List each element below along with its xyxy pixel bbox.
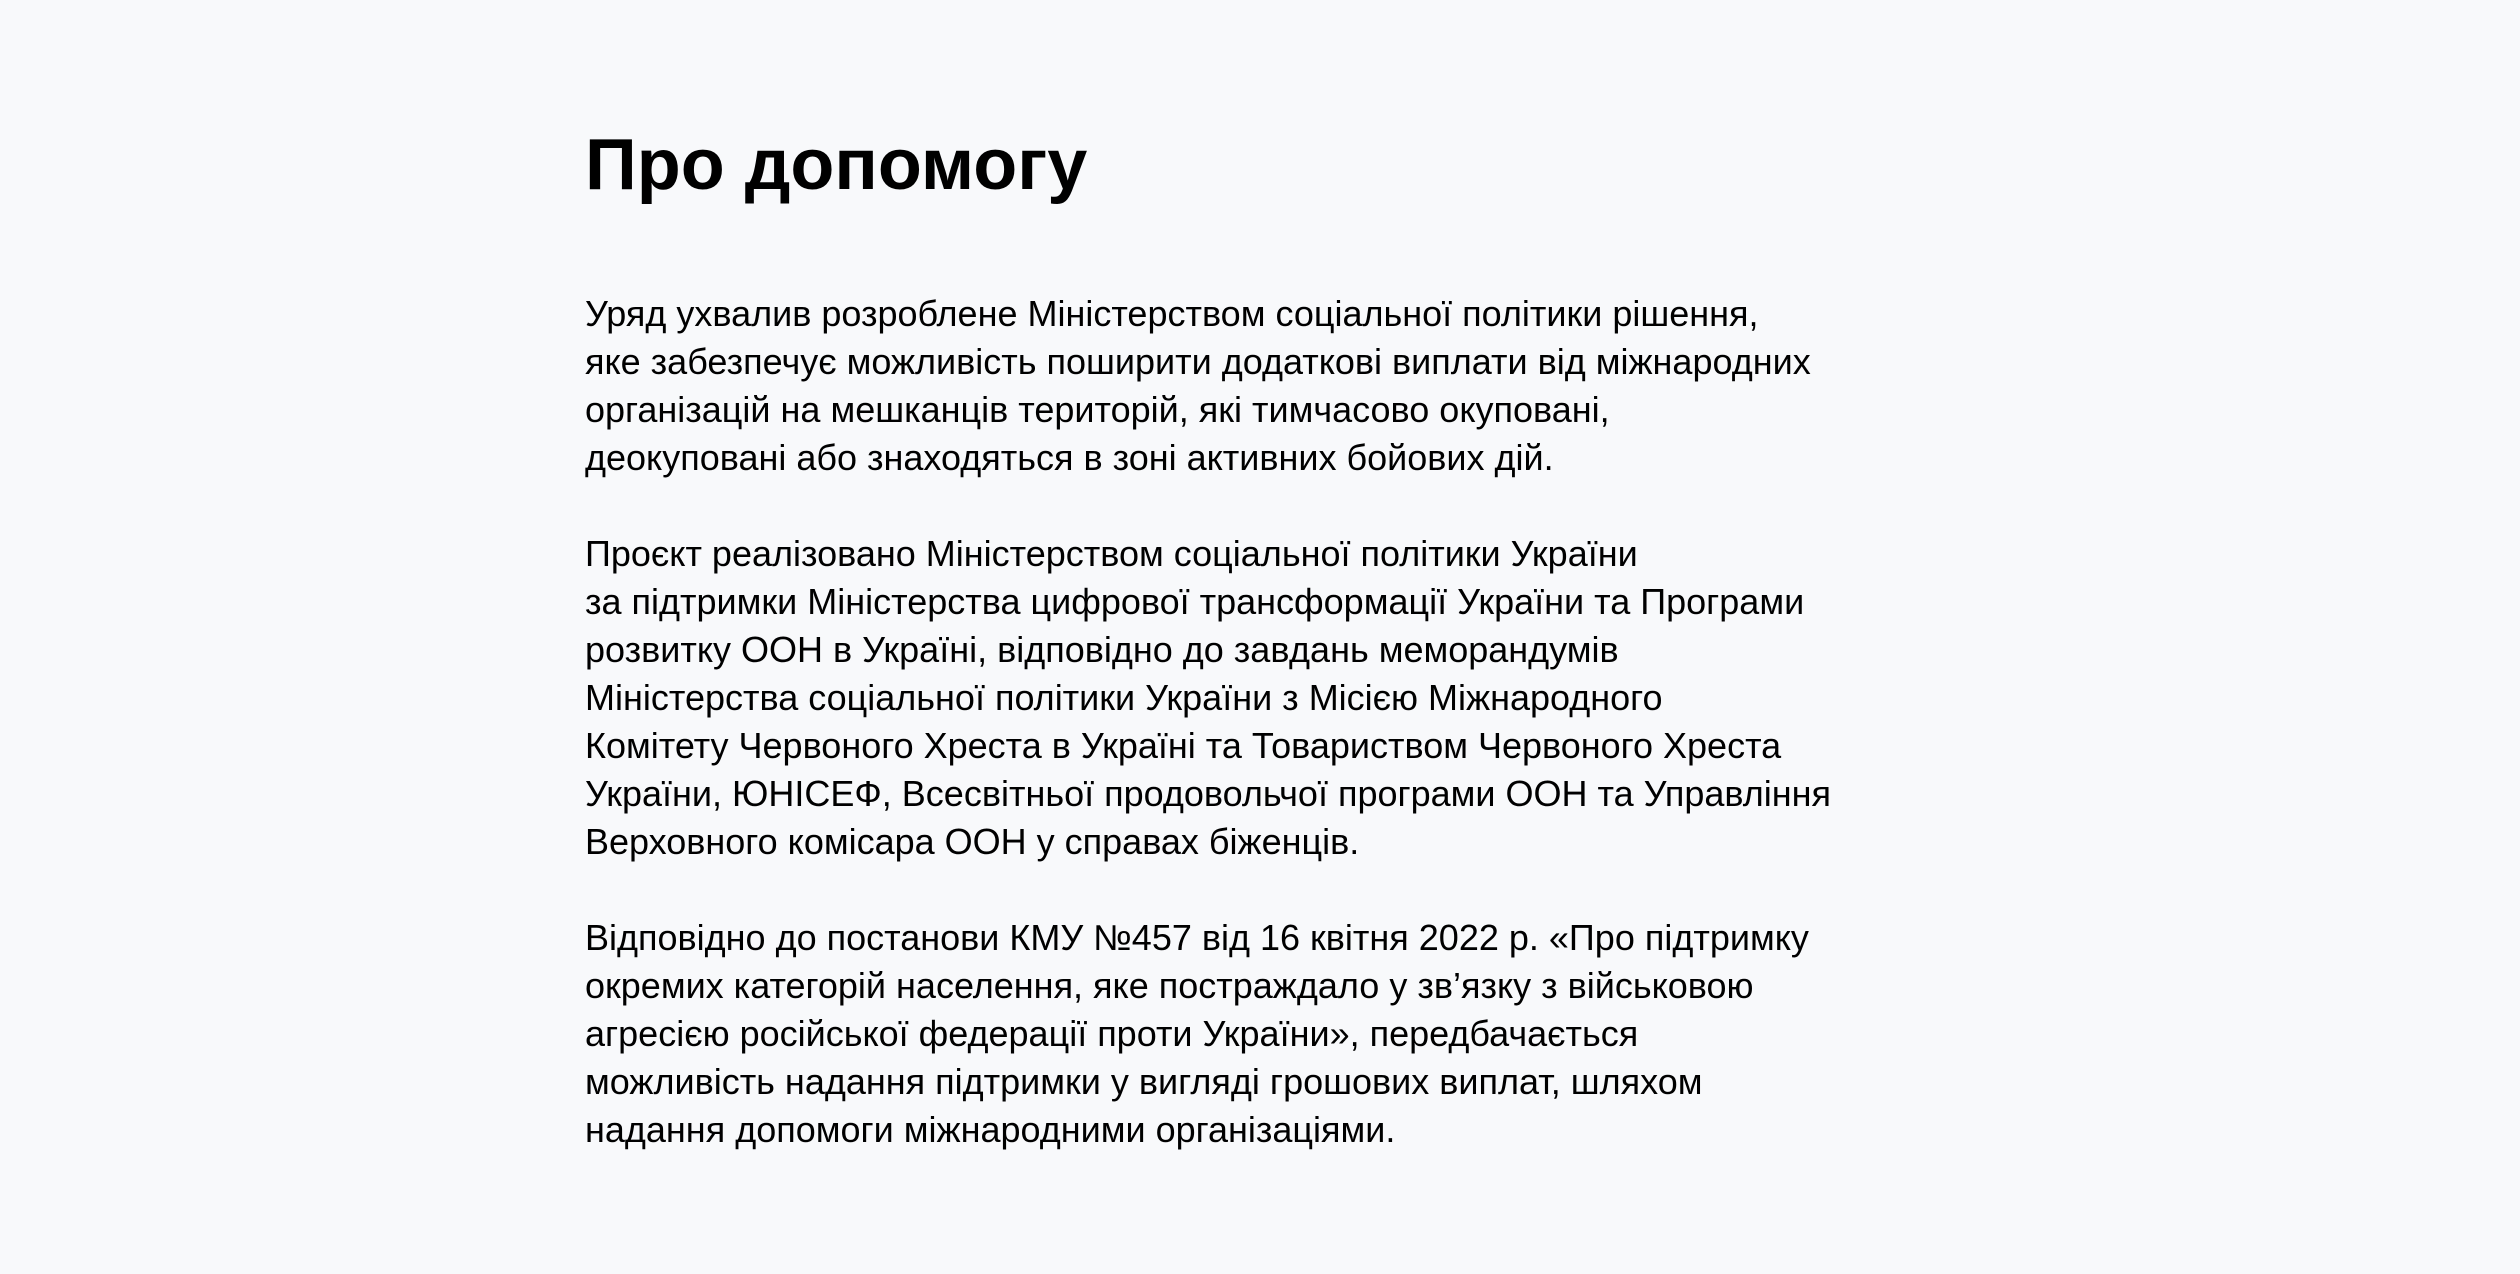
paragraph-line: Відповідно до постанови КМУ №457 від 16 квітня 2022 р. «Про підтримку — [585, 917, 1809, 958]
about-section — [585, 120, 1965, 1202]
body-text — [585, 290, 1965, 1154]
paragraph-line: яке забезпечує можливість поширити додаткові виплати від міжнародних — [585, 341, 1811, 382]
paragraph-line: України, ЮНІСЕФ, Всесвітньої продовольчої програми ООН та Управління — [585, 773, 1831, 814]
paragraph-line: Комітету Червоного Хреста в Україні та Товариством Червоного Хреста — [585, 725, 1782, 766]
paragraph-line: за підтримки Міністерства цифрової трансформації України та Програми — [585, 581, 1805, 622]
paragraph-line: Уряд ухвалив розроблене Міністерством соціальної політики рішення, — [585, 293, 1759, 334]
paragraph-line: Міністерства соціальної політики України з Місією Міжнародного — [585, 677, 1663, 718]
paragraph-line: деокуповані або знаходяться в зоні активних бойових дій. — [585, 437, 1554, 478]
paragraph-line: агресією російської федерації проти України», передбачається — [585, 1013, 1639, 1054]
paragraph-line: можливість надання підтримки у вигляді грошових виплат, шляхом — [585, 1061, 1703, 1102]
paragraph-line: окремих категорій населення, яке постраждало у зв’язку з військовою — [585, 965, 1754, 1006]
page-title: Про допомогу — [585, 125, 1088, 205]
paragraph-line: надання допомоги міжнародними організаціями. — [585, 1109, 1396, 1150]
paragraph-resolution — [585, 914, 1965, 1154]
paragraph-line: організацій на мешканців територій, які тимчасово окуповані, — [585, 389, 1610, 430]
paragraph-project — [585, 530, 1965, 866]
paragraph-decision — [585, 290, 1965, 482]
paragraph-line: розвитку ООН в Україні, відповідно до завдань меморандумів — [585, 629, 1619, 670]
paragraph-line: Верховного комісара ООН у справах біженців. — [585, 821, 1360, 862]
paragraph-line: Проєкт реалізовано Міністерством соціальної політики України — [585, 533, 1638, 574]
